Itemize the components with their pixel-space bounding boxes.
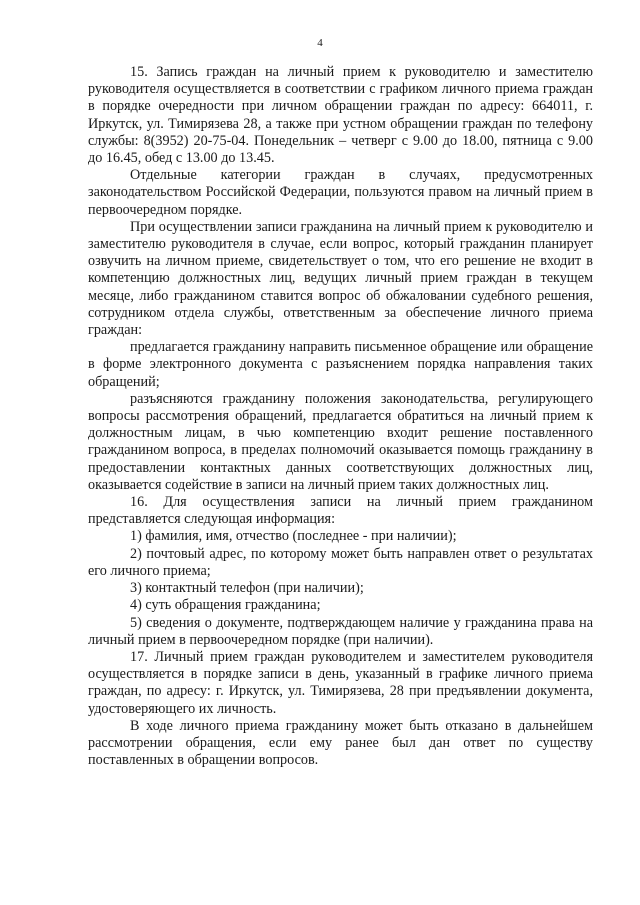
list-item-priority-document: 5) сведения о документе, подтверждающем наличие у гражданина права на личный прием в первоочередном порядке (при наличии). <box>88 614 593 648</box>
list-item-full-name: 1) фамилия, имя, отчество (последнее - при наличии); <box>130 528 457 545</box>
list-item-phone: 3) контактный телефон (при наличии); <box>130 580 364 597</box>
paragraph-16-info-required: 16. Для осуществления записи на личный прием гражданином представляется следующая информация: <box>88 494 593 528</box>
paragraph-17-reception-procedure: 17. Личный прием граждан руководителем и заместителем руководителя осуществляется в порядке записи в день, указанный в графике личного приема граждан, по адресу: г. Иркутск, ул. Тимирязева, 28 при предъявлении документа, удостоверяющего их личность. <box>88 648 593 717</box>
paragraph-legislation-explained: разъясняются гражданину положения законодательства, регулирующего вопросы рассмотрения обращений, предлагается обратиться на личный прием к должностным лицам, в чью компетенцию входит решение поставленного гражданином вопроса, в пределах полномочий оказывается помощь гражданину в предоставлении контактных данных соответствующих должностных лиц, оказывается содействие в записи на личный прием таких должностных лиц. <box>88 390 593 493</box>
paragraph-refusal: В ходе личного приема гражданину может быть отказано в дальнейшем рассмотрении обращения, если ему ранее был дан ответ по существу поставленных в обращении вопросов. <box>88 717 593 769</box>
paragraph-priority-categories: Отдельные категории граждан в случаях, предусмотренных законодательством Российской Федерации, пользуются правом на личный прием в первоочередном порядке. <box>88 167 593 218</box>
paragraph-competence-check: При осуществлении записи гражданина на личный прием к руководителю и заместителю руководителя в случае, если вопрос, который гражданин планирует озвучить на личном приеме, свидетельствует о том, что его решение не входит в компетенцию должностных лиц, ведущих личный прием граждан в текущем месяце, либо гражданином ставится вопрос об обжаловании судебного решения, сотрудником отдела службы, ответственным за обеспечение личного приема граждан: <box>88 218 593 339</box>
list-item-appeal-essence: 4) суть обращения гражданина; <box>130 597 321 614</box>
paragraph-written-appeal: предлагается гражданину направить письменное обращение или обращение в форме электронного документа с разъяснением порядка направления таких обращений; <box>88 339 593 390</box>
list-item-postal-address: 2) почтовый адрес, по которому может быть направлен ответ о результатах его личного приема; <box>88 545 593 579</box>
document-body <box>88 64 593 769</box>
page-number: 4 <box>317 37 323 49</box>
paragraph-15-intro: 15. Запись граждан на личный прием к руководителю и заместителю руководителя осуществляется в соответствии с графиком личного приема граждан в порядке очередности при личном обращении граждан по адресу: 664011, г. Иркутск, ул. Тимирязева 28, а также при устном обращении граждан по телефону службы: 8(3952) 20-75-04. Понедельник – четверг с 9.00 до 18.00, пятница с 9.00 до 16.45, обед с 13.00 до 13.45. <box>88 64 593 167</box>
